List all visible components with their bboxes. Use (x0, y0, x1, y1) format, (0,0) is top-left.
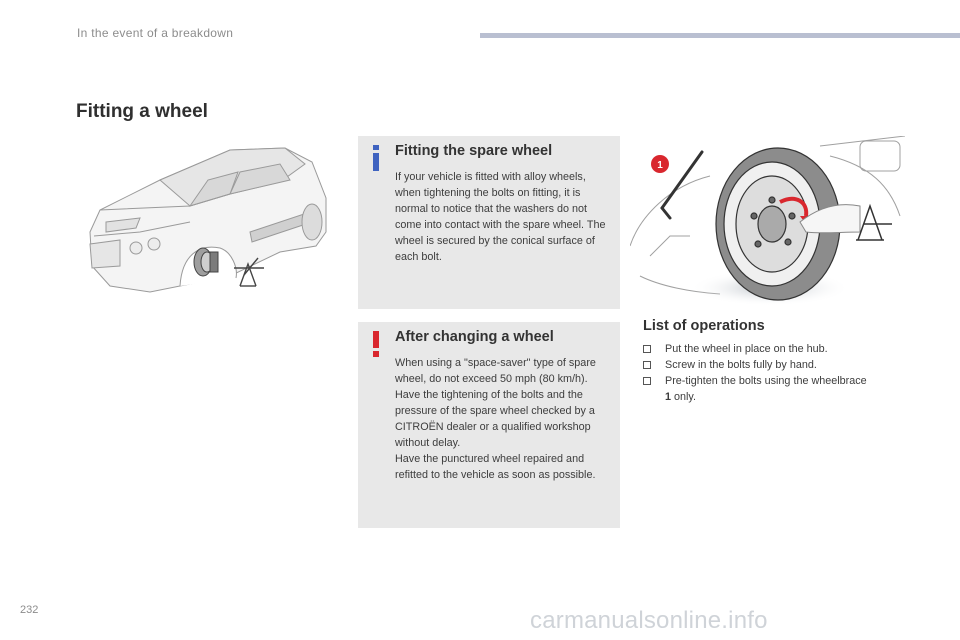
info-box (358, 136, 620, 309)
warning-paragraph: Have the punctured wheel repaired and refitted to the vehicle as soon as possible. (395, 453, 596, 481)
warning-paragraph: Have the tightening of the bolts and the pressure of the spare wheel checked by a CITROËN dealer or a qualified workshop without delay. (395, 389, 595, 449)
page-title: Fitting a wheel (76, 101, 208, 122)
watermark: carmanualsonline.info (530, 607, 768, 634)
operations-list (643, 341, 873, 405)
warning-box-body (395, 355, 613, 483)
page-number: 232 (20, 604, 39, 616)
header-section-label: In the event of a breakdown (77, 26, 234, 40)
operation-text: Put the wheel in place on the hub. (665, 343, 828, 355)
callout-1-label: 1 (657, 160, 663, 171)
header-bar (480, 33, 960, 38)
info-box-title: Fitting the spare wheel (395, 143, 553, 159)
warning-box (358, 322, 620, 528)
info-box-body (395, 169, 613, 265)
car-with-jack-illustration (80, 136, 342, 309)
list-item (643, 357, 873, 373)
operation-text: Pre-tighten the bolts using the wheelbrace (665, 375, 867, 387)
warning-paragraph: When using a "space-saver" type of spare wheel, do not exceed 50 mph (80 km/h). (395, 357, 596, 385)
checkbox-icon (643, 377, 651, 385)
operations-title: List of operations (643, 318, 765, 334)
info-icon (369, 145, 383, 171)
checkbox-icon (643, 361, 651, 369)
operation-text: Screw in the bolts fully by hand. (665, 359, 817, 371)
list-item (643, 373, 873, 405)
list-item (643, 341, 873, 357)
warning-box-title: After changing a wheel (395, 329, 554, 345)
info-box-text: If your vehicle is fitted with alloy wheels, when tightening the bolts on fitting, it is normal to notice that the washers do not come into contact with the spare wheel. The wheel is secured by the conical surface of each bolt. (395, 171, 606, 263)
operation-ref: 1 (665, 391, 672, 403)
operation-text-suffix: only. (671, 391, 697, 403)
wheel-bolts-wheelbrace-illustration (630, 136, 905, 306)
exclamation-icon (369, 331, 383, 357)
checkbox-icon (643, 345, 651, 353)
